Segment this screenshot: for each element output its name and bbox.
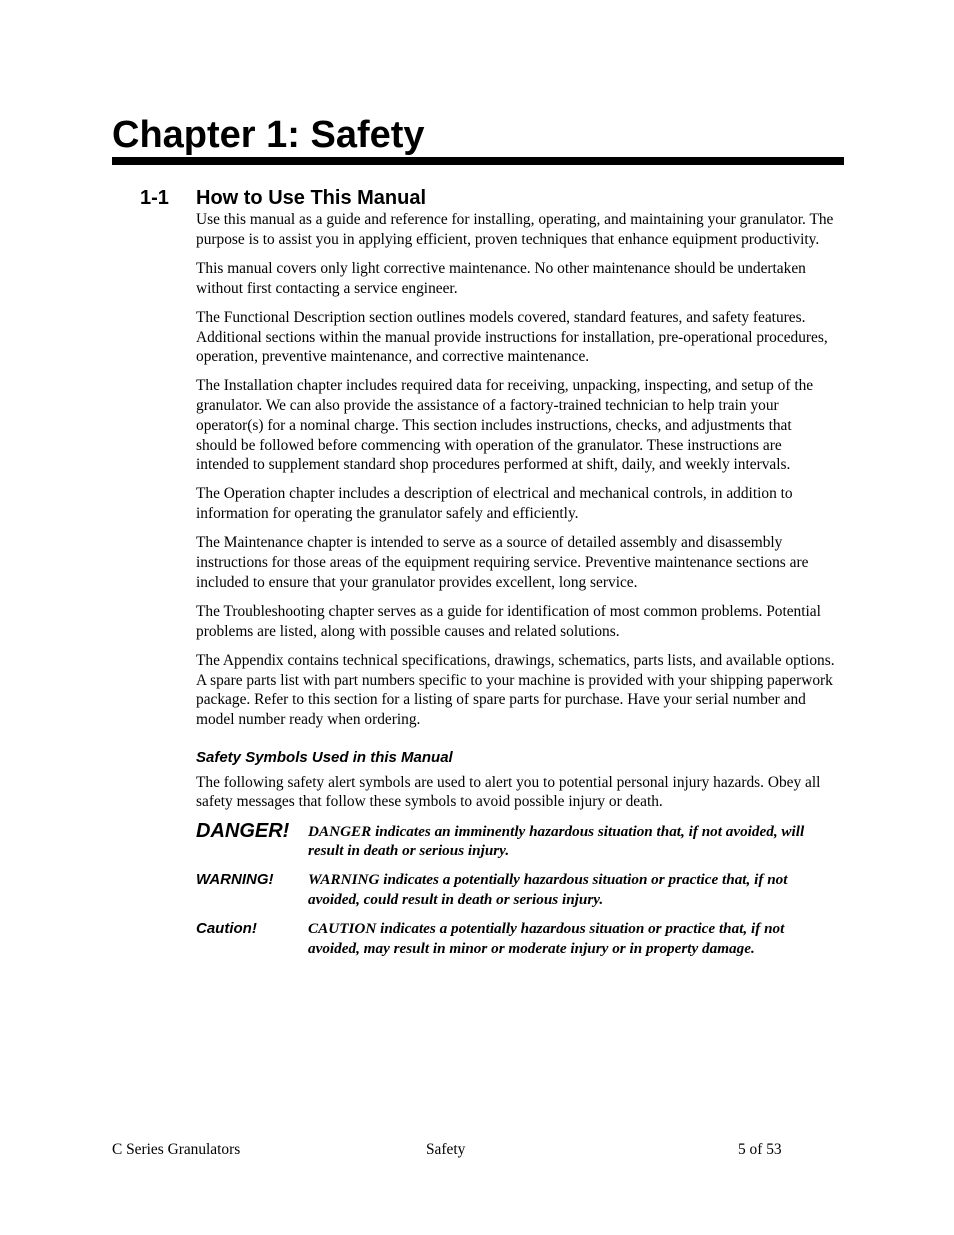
warning-text: WARNING indicates a potentially hazardous situation or practice that, if not avoided, could result in death or serious injury. bbox=[308, 871, 788, 909]
alert-warning bbox=[196, 870, 836, 909]
paragraph-troubleshooting: The Troubleshooting chapter serves as a guide for identification of most common problems. Potential problems are listed, along with possible causes and related solutions. bbox=[196, 602, 821, 640]
danger-text: DANGER indicates an imminently hazardous situation that, if not avoided, will result in death or serious injury. bbox=[308, 822, 805, 860]
warning-label: WARNING! bbox=[196, 871, 274, 889]
alert-danger bbox=[196, 819, 836, 861]
paragraph-scope: This manual covers only light corrective maintenance. No other maintenance should be undertaken without first contacting a service engineer. bbox=[196, 259, 806, 297]
caution-label: Caution! bbox=[196, 920, 257, 938]
footer-page-number: 5 of 53 bbox=[738, 1141, 782, 1158]
paragraph-how-to-use: Use this manual as a guide and reference for installing, operating, and maintaining your granulator. The purpose is to assist you in applying efficient, proven techniques that enhance equipment productivity. bbox=[196, 211, 834, 248]
caution-text: CAUTION indicates a potentially hazardous situation or practice that, if not avoided, may result in minor or moderate injury or in property damage. bbox=[308, 920, 785, 958]
footer-chapter-name: Safety bbox=[426, 1141, 466, 1158]
paragraph-appendix: The Appendix contains technical specifications, drawings, schematics, parts lists, and available options. A spare parts list with part numbers specific to your machine is provided with your shipping paperwork package. Refer to this section for a listing of spare parts for purchase. Have your serial number and model number ready when ordering. bbox=[196, 651, 835, 728]
section-body bbox=[196, 210, 836, 968]
alert-caution bbox=[196, 919, 836, 958]
footer-manual-title: C Series Granulators bbox=[112, 1141, 241, 1158]
chapter-divider bbox=[112, 157, 844, 165]
section-title: How to Use This Manual bbox=[196, 187, 427, 209]
paragraph-installation: The Installation chapter includes required data for receiving, unpacking, inspecting, and setup of the granulator. We can also provide the assistance of a factory-trained technician to help train your operator(s) for a nominal charge. This section includes instructions, checks, and adjustments that should be followed before commencing with operation of the granulator. These instructions are intended to supplement standard shop procedures performed at shift, daily, and weekly intervals. bbox=[196, 377, 814, 474]
paragraph-functional-description: The Functional Description section outlines models covered, standard features, and safety features. Additional sections within the manual provide instructions for installation, pre-operational procedures, operation, preventive maintenance, and corrective maintenance. bbox=[196, 308, 828, 366]
danger-label: DANGER! bbox=[196, 819, 290, 842]
section-number: 1-1 bbox=[140, 187, 169, 209]
section-heading bbox=[140, 185, 426, 211]
safety-symbols-intro: The following safety alert symbols are used to alert you to potential personal injury hazards. Obey all safety messages that follow these symbols to avoid possible injury or death. bbox=[196, 773, 821, 811]
paragraph-operation: The Operation chapter includes a description of electrical and mechanical controls, in addition to information for operating the granulator safely and efficiently. bbox=[196, 485, 793, 523]
chapter-title: Chapter 1: Safety bbox=[112, 114, 425, 156]
paragraph-maintenance: The Maintenance chapter is intended to serve as a source of detailed assembly and disassembly instructions for those areas of the equipment requiring service. Preventive maintenance sections are included to ensure that your granulator provides excellent, long service. bbox=[196, 534, 809, 591]
safety-symbols-heading: Safety Symbols Used in this Manual bbox=[196, 748, 453, 766]
